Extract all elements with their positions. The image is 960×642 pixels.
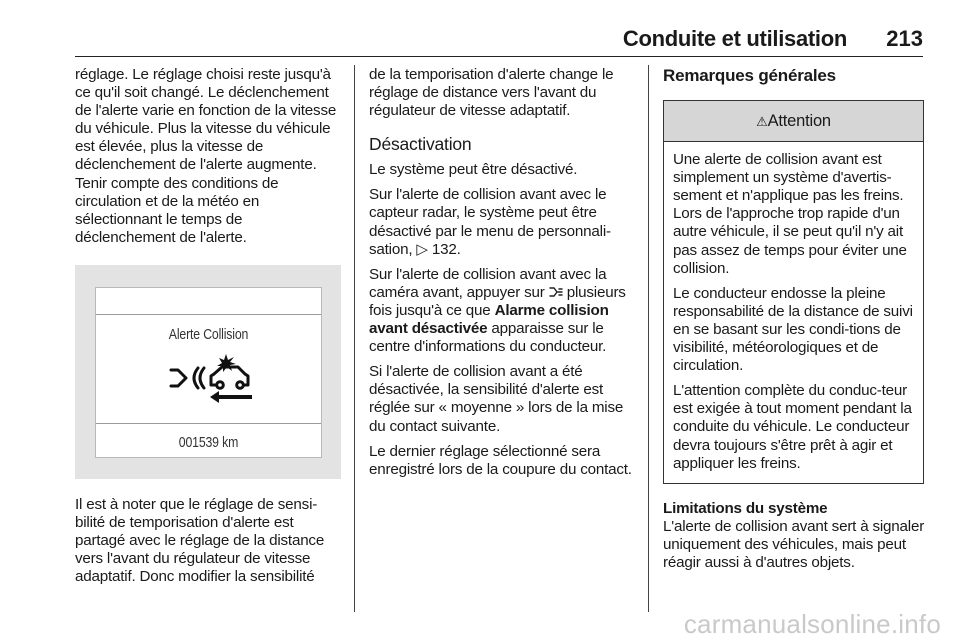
col1-paragraph-2: Il est à noter que le réglage de sensi-bilité de temporisation d'alerte est partagé avec le réglage de la distance vers l'avant du régulateur de vitesse adaptatif. Donc modifier la sensibilité [75, 495, 325, 586]
page-number: 213 [886, 26, 923, 51]
col2-paragraph-3 [369, 186, 635, 258]
col3-paragraph-1: L'alerte de collision avant sert à signaler uniquement des véhicules, mais peut réagir aussi à d'autres objets. [663, 517, 925, 571]
screen-title: Alerte Collision [168, 325, 249, 343]
menu-option-name: Alarme collision avant désactivée [369, 301, 609, 338]
display-figure [75, 265, 341, 479]
attention-body [664, 142, 923, 483]
info-display-screen [95, 287, 322, 458]
attention-header [664, 101, 923, 142]
page-reference-arrow-icon: ▷ [416, 240, 428, 258]
attention-paragraph-1: Une alerte de collision avant est simplement un système d'avertis-sement et n'applique pas les freins. Lors de l'approche trop rapide d'un autre véhicule, il se peut qu'il n'y ait pas assez de temps pour éviter une collision. [673, 151, 907, 277]
col2-p4-text-b: plusieurs fois jusqu'à ce que [369, 283, 626, 319]
col2-paragraph-2: Le système peut être désactivé. [369, 161, 578, 179]
attention-paragraph-3: L'attention complète du conduc-teur est exigée à tout moment pendant la conduite du véhicule. Le conducteur devra toujours s'être prêt à agir et appliquer les freins. [673, 382, 912, 472]
column-divider-2 [648, 65, 649, 612]
col2-paragraph-1: de la temporisation d'alerte change le réglage de distance vers l'avant du régulateur de vitesse adaptatif. [369, 66, 614, 120]
driver-assist-button-icon [549, 286, 563, 298]
col2-paragraph-4 [369, 266, 635, 356]
odometer-readout: 001539 km [178, 433, 239, 451]
attention-title: Attention [767, 112, 831, 130]
page-reference: 132. [431, 240, 461, 258]
collision-warning-icon [168, 354, 254, 406]
column-2 [369, 66, 635, 486]
subheading-system-limitations: Limitations du système [663, 499, 828, 517]
attention-paragraph-2: Le conducteur endosse la pleine responsabilité de la distance de suivi en se basant sur les condi-tions de visibilité, météorologiques et de circulation. [673, 284, 913, 375]
screen-top-line [96, 314, 321, 315]
watermark: carmanualsonline.info [683, 609, 941, 639]
attention-box [663, 100, 924, 484]
column-1 [75, 66, 341, 593]
col2-paragraph-6: Le dernier réglage sélectionné sera enregistré lors de la coupure du contact. [369, 442, 632, 478]
section-heading-general-remarks: Remarques générales [663, 66, 836, 85]
screen-bottom-line [96, 423, 321, 424]
col1-paragraph-1: réglage. Le réglage choisi reste jusqu'à ce qu'il soit changé. Le déclenchement de l'alerte varie en fonction de la vitesse du véhicule. Plus la vitesse du véhicule est élevée, plus la vitesse de déclenchement de l'alerte augmente. Tenir compte des conditions de circulation et de la météo en sélectionnant le temps de déclenchement de l'alerte. [75, 66, 337, 246]
warning-triangle-icon: ⚠ [756, 114, 768, 129]
section-heading-deactivation: Désactivation [369, 134, 472, 155]
column-3 [663, 66, 925, 579]
col2-paragraph-5: Si l'alerte de collision avant a été désactivée, la sensibilité d'alerte est réglée sur « moyenne » lors de la mise du contact suivante. [369, 363, 624, 435]
column-divider-1 [354, 65, 355, 612]
header-rule [75, 56, 923, 57]
col2-p4-text-a: Sur l'alerte de collision avant avec la caméra avant, appuyer sur [369, 265, 607, 301]
col2-p3-text: Sur l'alerte de collision avant avec le capteur radar, le système peut être désactivé par le menu de personnali-sation, [369, 186, 611, 258]
col2-p4-text-c: apparaisse sur le centre d'informations du conducteur. [369, 320, 607, 356]
chapter-title: Conduite et utilisation [622, 26, 847, 51]
